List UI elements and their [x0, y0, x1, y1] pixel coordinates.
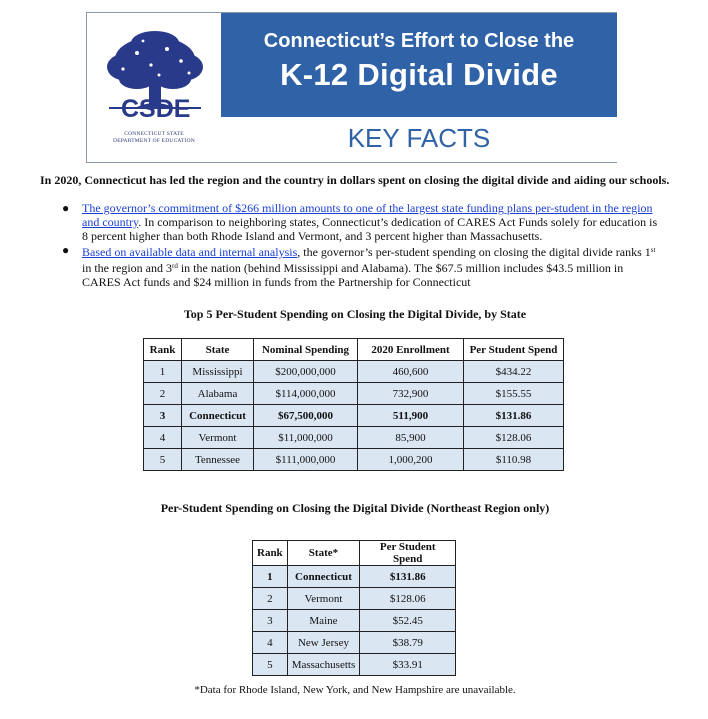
bullet-item: ● Based on available data and internal analysis, the governor’s per-student spending on closing the digital divide ranks 1st in the region and 3rd in the nation (behind Mississippi and Alabama). The $67.5 million includes $43.5 million in CARES Act funds and $24 million in funds from the Partnership for Connecticut — [62, 243, 656, 289]
logo-wordmark: CSDE — [121, 95, 191, 123]
table2-caption: Per-Student Spending on Closing the Digital Divide (Northeast Region only) — [160, 501, 550, 515]
table-cell: $200,000,000 — [254, 361, 358, 383]
table-row — [144, 427, 564, 449]
table-cell: $67,500,000 — [254, 405, 358, 427]
table-cell: 1 — [253, 566, 288, 588]
csde-logo — [87, 13, 221, 162]
table-cell: $110.98 — [464, 449, 564, 471]
table-cell: 4 — [253, 632, 288, 654]
table-cell: Massachusetts — [287, 654, 360, 676]
table-cell: $11,000,000 — [254, 427, 358, 449]
header-banner — [86, 12, 617, 163]
data-analysis-link[interactable]: Based on available data and internal analysis — [82, 245, 298, 259]
column-header: Rank — [144, 339, 182, 361]
table-cell: 3 — [144, 405, 182, 427]
table-row — [144, 449, 564, 471]
bullet-dot-icon: ● — [62, 243, 70, 257]
table-cell: Alabama — [182, 383, 254, 405]
table-cell: 3 — [253, 610, 288, 632]
footnote: *Data for Rhode Island, New York, and New Hampshire are unavailable. — [194, 684, 516, 696]
table-cell: $111,000,000 — [254, 449, 358, 471]
table-cell: $131.86 — [464, 405, 564, 427]
table-cell: $38.79 — [360, 632, 456, 654]
table-cell: 2 — [253, 588, 288, 610]
table-cell: 732,900 — [358, 383, 464, 405]
table1-caption: Top 5 Per-Student Spending on Closing the Digital Divide, by State — [183, 307, 527, 321]
title-line-1: Connecticut’s Effort to Close the — [263, 30, 575, 52]
table-row — [144, 405, 564, 427]
northeast-spending-table — [252, 540, 456, 676]
table-cell: Tennessee — [182, 449, 254, 471]
table-cell: $131.86 — [360, 566, 456, 588]
table-cell: New Jersey — [287, 632, 360, 654]
table-row — [253, 610, 456, 632]
title-block — [221, 13, 617, 117]
top5-spending-table — [143, 338, 564, 471]
column-header: Per Student Spend — [360, 541, 456, 566]
table-cell: 5 — [253, 654, 288, 676]
column-header: Rank — [253, 541, 288, 566]
table-cell: $114,000,000 — [254, 383, 358, 405]
table-cell: $434.22 — [464, 361, 564, 383]
logo-subtitle: CONNECTICUT STATE DEPARTMENT OF EDUCATION — [113, 131, 195, 144]
column-header: Per Student Spend — [464, 339, 564, 361]
table-row — [253, 654, 456, 676]
column-header: State — [182, 339, 254, 361]
table-cell: 1 — [144, 361, 182, 383]
column-header: State* — [287, 541, 360, 566]
table-cell: $52.45 — [360, 610, 456, 632]
column-header: Nominal Spending — [254, 339, 358, 361]
title-line-2: K-12 Digital Divide — [280, 57, 558, 92]
bullet-list — [62, 201, 662, 289]
table-cell: $155.55 — [464, 383, 564, 405]
table-row — [253, 588, 456, 610]
key-facts-block — [221, 117, 617, 162]
table-cell: Mississippi — [182, 361, 254, 383]
table-cell: 511,900 — [358, 405, 464, 427]
table-cell: $128.06 — [464, 427, 564, 449]
table-cell: 4 — [144, 427, 182, 449]
table-cell: 460,600 — [358, 361, 464, 383]
table-cell: Vermont — [287, 588, 360, 610]
table-row — [144, 383, 564, 405]
governor-commitment-link[interactable]: The governor’s commitment of $266 million amounts to one of the largest state funding plans per-student in the region and country — [82, 201, 653, 229]
table-cell: 5 — [144, 449, 182, 471]
column-header: 2020 Enrollment — [358, 339, 464, 361]
table-cell: Vermont — [182, 427, 254, 449]
table-cell: 1,000,200 — [358, 449, 464, 471]
bullet-dot-icon: ● — [62, 201, 70, 215]
bullet-item: ● The governor’s commitment of $266 million amounts to one of the largest state funding plans per-student in the region and country. In comparison to neighboring states, Connecticut’s dedication of CARES Act Funds solely for education is 8 percent higher than both Rhode Island and Vermont, and 3 percent higher than Massachusetts. — [62, 201, 658, 243]
table-cell: $128.06 — [360, 588, 456, 610]
table-cell: Maine — [287, 610, 360, 632]
table-cell: Connecticut — [182, 405, 254, 427]
table-row — [144, 361, 564, 383]
key-facts-heading: KEY FACTS — [347, 123, 491, 153]
table-row — [253, 632, 456, 654]
table-cell: Connecticut — [287, 566, 360, 588]
table-cell: 2 — [144, 383, 182, 405]
table-cell: 85,900 — [358, 427, 464, 449]
table-row — [253, 566, 456, 588]
intro-paragraph: In 2020, Connecticut has led the region and the country in dollars spent on closing the digital divide and aiding our schools. — [40, 173, 670, 187]
table-cell: $33.91 — [360, 654, 456, 676]
